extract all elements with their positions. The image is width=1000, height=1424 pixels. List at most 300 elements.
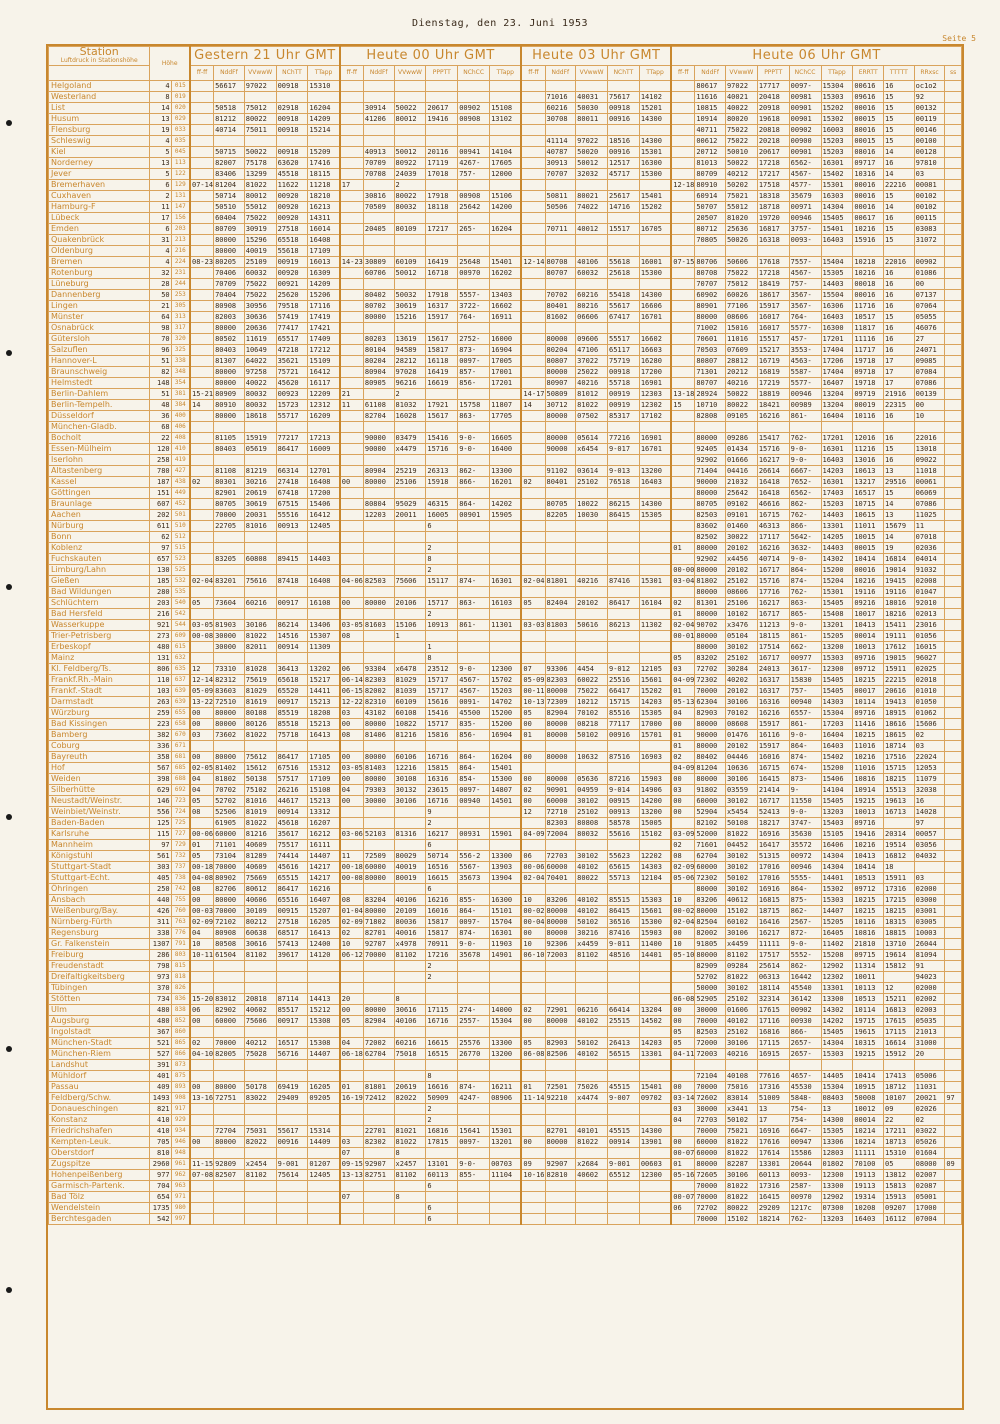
obs-cell (521, 983, 545, 994)
station-height: 97 (150, 840, 171, 851)
station-row (49, 1126, 962, 1137)
obs-cell: 14702 (490, 697, 522, 708)
obs-cell (190, 301, 214, 312)
page-number: Seite 5 (942, 34, 976, 43)
obs-cell: 13300 (490, 466, 522, 477)
obs-cell: 15205 (821, 631, 853, 642)
obs-cell (945, 202, 962, 213)
station-number: 501 (171, 510, 190, 521)
obs-cell: 16442 (789, 972, 821, 983)
obs-cell (945, 92, 962, 103)
obs-cell: 72104 (695, 1071, 726, 1082)
obs-cell (945, 1181, 962, 1192)
obs-cell: 02-05 (192, 764, 214, 772)
obs-cell: 864- (458, 763, 490, 774)
station-row (49, 444, 962, 455)
document-title: Dienstag, den 23. Juni 1953 (411, 18, 589, 29)
obs-cell: 40106 (394, 1016, 426, 1027)
obs-cell: 19314 (853, 1192, 884, 1203)
obs-cell: 15405 (821, 1027, 853, 1038)
obs-cell: 75619 (244, 675, 276, 686)
obs-cell: 10-11 (192, 951, 214, 959)
obs-cell: 60113 (426, 1170, 458, 1181)
obs-cell: 864- (458, 752, 490, 763)
station-number: 381 (171, 389, 190, 400)
obs-cell (276, 609, 308, 620)
obs-cell: 87418 (276, 576, 308, 587)
station-row (49, 719, 962, 730)
obs-cell (308, 972, 340, 983)
station-row (49, 884, 962, 895)
obs-cell (576, 1148, 608, 1159)
obs-cell: 00617 (853, 213, 884, 224)
obs-cell: 18915 (884, 708, 915, 719)
obs-cell: 13300 (490, 1038, 522, 1049)
obs-cell: 82503 (695, 510, 726, 521)
obs-cell: 15617 (426, 411, 458, 422)
obs-cell: 18215 (884, 774, 915, 785)
obs-cell (545, 1148, 576, 1159)
obs-cell: 81022 (244, 631, 276, 642)
obs-cell: 16104 (639, 598, 671, 609)
obs-cell: 05-06 (673, 874, 695, 882)
obs-cell: 864- (789, 565, 821, 576)
obs-cell: 3617- (789, 664, 821, 675)
obs-cell (576, 180, 608, 191)
obs-cell: 60000 (214, 829, 245, 840)
obs-cell: 67516 (276, 763, 308, 774)
station-name: Kassel (49, 477, 150, 488)
obs-cell (521, 169, 545, 180)
obs-cell: 80403 (214, 345, 245, 356)
obs-cell: 16517 (276, 1038, 308, 1049)
station-number: 313 (171, 312, 190, 323)
obs-cell: 13710 (884, 939, 915, 950)
obs-cell: 16901 (639, 433, 671, 444)
obs-cell: 15716 (757, 444, 789, 455)
obs-cell (340, 609, 364, 620)
obs-cell: 04 (340, 785, 364, 796)
obs-cell: 13901 (639, 1137, 671, 1148)
obs-cell: 16216 (757, 411, 789, 422)
obs-cell: 45515 (608, 1082, 640, 1093)
obs-cell (308, 1192, 340, 1203)
obs-cell: 16300 (639, 158, 671, 169)
obs-cell: 82903 (545, 1038, 576, 1049)
obs-cell (363, 279, 394, 290)
obs-cell: 12203 (363, 510, 394, 521)
obs-cell (363, 554, 394, 565)
obs-cell: 75718 (276, 730, 308, 741)
obs-cell (458, 972, 490, 983)
obs-cell: 17102 (639, 411, 671, 422)
obs-cell: 50178 (244, 1082, 276, 1093)
obs-cell (639, 961, 671, 972)
obs-cell: 15212 (308, 1005, 340, 1016)
obs-cell: 80000 (695, 642, 726, 653)
station-number: 542 (171, 609, 190, 620)
obs-cell: 4454 (576, 664, 608, 675)
obs-cell: 05006 (914, 1071, 945, 1082)
obs-cell: 55517 (608, 334, 640, 345)
obs-cell (458, 488, 490, 499)
obs-cell: 80029 (394, 851, 426, 862)
obs-cell: 80205 (214, 257, 245, 268)
station-number: 615 (171, 642, 190, 653)
obs-cell (608, 1104, 640, 1115)
obs-cell: 25617 (608, 191, 640, 202)
station-number: 917 (171, 1104, 190, 1115)
obs-cell: 00916 (608, 730, 640, 741)
obs-cell (490, 521, 522, 532)
obs-cell: 10413 (853, 851, 884, 862)
obs-cell: 80910 (695, 180, 726, 191)
obs-cell (945, 774, 962, 785)
obs-cell (639, 1203, 671, 1214)
obs-cell: 875- (789, 895, 821, 906)
obs-cell: 06-10 (523, 951, 545, 959)
obs-cell: 81102 (244, 950, 276, 961)
obs-cell: 12 (884, 983, 915, 994)
obs-cell: 6 (426, 1203, 458, 1214)
obs-cell: 30000 (695, 1104, 726, 1115)
obs-cell: 81102 (725, 950, 757, 961)
obs-cell: 09102 (725, 499, 757, 510)
obs-cell: 16301 (821, 444, 853, 455)
obs-cell: 15203 (490, 686, 522, 697)
obs-cell: 70702 (214, 785, 245, 796)
obs-cell: 12000 (490, 169, 522, 180)
obs-cell: 81602 (545, 312, 576, 323)
obs-cell: 16209 (308, 411, 340, 422)
station-row (49, 433, 962, 444)
obs-cell: 70000 (695, 1214, 726, 1225)
obs-cell: 80707 (695, 378, 726, 389)
station-row (49, 158, 962, 169)
obs-cell (340, 884, 364, 895)
obs-cell: 16216 (757, 543, 789, 554)
obs-cell: 10102 (725, 609, 757, 620)
obs-cell: 12 (190, 664, 214, 675)
obs-cell: 17616 (757, 1137, 789, 1148)
obs-cell: 00919 (276, 257, 308, 268)
obs-cell (426, 92, 458, 103)
obs-cell: 12302 (639, 400, 671, 411)
obs-cell: 70702 (545, 290, 576, 301)
station-row (49, 708, 962, 719)
obs-cell: 13204 (821, 400, 853, 411)
obs-cell: 70711 (545, 224, 576, 235)
obs-cell: 13200 (490, 1049, 522, 1060)
obs-cell (945, 114, 962, 125)
obs-cell: 92809 (214, 1159, 245, 1170)
obs-cell: 16201 (490, 477, 522, 488)
station-name: Freiburg (49, 950, 150, 961)
obs-cell (639, 235, 671, 246)
obs-cell: 80000 (214, 1082, 245, 1093)
obs-cell: 25642 (458, 202, 490, 213)
obs-cell: 862- (458, 466, 490, 477)
obs-cell (545, 81, 576, 92)
obs-cell: 15301 (821, 180, 853, 191)
obs-cell (363, 741, 394, 752)
obs-cell (695, 1060, 726, 1071)
obs-cell: 16403 (853, 1214, 884, 1225)
station-height: 561 (150, 851, 171, 862)
obs-cell: 13204 (639, 1005, 671, 1016)
obs-cell (190, 136, 214, 147)
obs-cell: 00900 (789, 136, 821, 147)
obs-cell: 35678 (458, 950, 490, 961)
obs-cell: 40101 (576, 1126, 608, 1137)
obs-cell: 80126 (244, 719, 276, 730)
obs-cell: 11717 (853, 345, 884, 356)
obs-cell: 40022 (244, 378, 276, 389)
obs-cell: 861- (789, 411, 821, 422)
obs-cell (545, 983, 576, 994)
obs-cell: 45500 (458, 708, 490, 719)
obs-cell (576, 532, 608, 543)
obs-cell: 60216 (394, 1038, 426, 1049)
obs-cell: 18516 (608, 136, 640, 147)
station-height: 13 (150, 158, 171, 169)
obs-cell: x6454 (576, 444, 608, 455)
obs-cell (394, 246, 426, 257)
obs-cell: 60000 (695, 1137, 726, 1148)
obs-cell: 15813 (884, 1181, 915, 1192)
obs-cell (190, 972, 214, 983)
obs-cell (639, 840, 671, 851)
obs-cell: 16701 (639, 444, 671, 455)
obs-cell: 17218 (757, 268, 789, 279)
obs-cell: 00015 (853, 136, 884, 147)
obs-cell (545, 653, 576, 664)
obs-cell: 00 (671, 796, 695, 807)
obs-cell: 35572 (789, 840, 821, 851)
obs-cell (521, 1115, 545, 1126)
obs-cell: 00918 (276, 147, 308, 158)
obs-cell: 09101 (725, 510, 757, 521)
obs-cell (458, 884, 490, 895)
obs-cell (945, 235, 962, 246)
obs-cell: 82751 (363, 1170, 394, 1181)
station-row (49, 1203, 962, 1214)
obs-cell (363, 1181, 394, 1192)
obs-cell (945, 741, 962, 752)
obs-cell: 00014 (853, 631, 884, 642)
obs-cell: 47106 (576, 345, 608, 356)
obs-cell: 18615 (884, 730, 915, 741)
station-number: 725 (171, 818, 190, 829)
obs-cell: 16816 (426, 1126, 458, 1137)
obs-cell: 87416 (608, 576, 640, 587)
station-number: 512 (171, 532, 190, 543)
obs-cell (671, 290, 695, 301)
station-name: Stötten (49, 994, 150, 1005)
obs-cell: 10315 (853, 1038, 884, 1049)
obs-cell: 5567- (458, 862, 490, 873)
obs-cell: 14516 (276, 631, 308, 642)
station-height: 780 (150, 466, 171, 477)
station-number: 045 (171, 147, 190, 158)
obs-cell: 00913 (608, 807, 640, 818)
obs-cell: 15 (671, 400, 695, 411)
obs-cell: 81619 (244, 697, 276, 708)
obs-cell: 72510 (214, 697, 245, 708)
obs-cell: 00901 (458, 510, 490, 521)
obs-cell: 16301 (490, 928, 522, 939)
obs-cell: 80000 (214, 411, 245, 422)
station-number: 203 (171, 224, 190, 235)
obs-cell: 15701 (639, 730, 671, 741)
obs-cell: 80502 (214, 334, 245, 345)
obs-cell: 40021 (725, 92, 757, 103)
obs-cell: 00915 (276, 906, 308, 917)
station-number: 860 (171, 1027, 190, 1038)
obs-cell: 23016 (914, 620, 945, 631)
obs-cell: 04-06 (341, 577, 363, 585)
obs-cell: 81803 (545, 620, 576, 631)
station-name: Braunlage (49, 499, 150, 510)
obs-cell: 72000 (695, 1038, 726, 1049)
obs-cell: 762- (789, 587, 821, 598)
obs-cell: 00-06 (523, 863, 545, 871)
station-height: 21 (150, 301, 171, 312)
obs-cell: 03-05 (341, 764, 363, 772)
obs-cell (458, 554, 490, 565)
station-height: 977 (150, 1170, 171, 1181)
station-height: 28 (150, 279, 171, 290)
obs-cell: 15 (884, 191, 915, 202)
obs-cell: 81102 (394, 1170, 426, 1181)
obs-cell: x5454 (725, 807, 757, 818)
obs-cell (789, 422, 821, 433)
obs-cell: 14300 (639, 499, 671, 510)
station-name: Düsseldorf (49, 411, 150, 422)
obs-cell (945, 378, 962, 389)
station-height: 148 (150, 378, 171, 389)
obs-cell: 80036 (394, 917, 426, 928)
obs-cell (340, 356, 364, 367)
obs-cell: 72501 (545, 1082, 576, 1093)
station-height: 4 (150, 81, 171, 92)
obs-cell: 15207 (308, 906, 340, 917)
obs-cell (639, 741, 671, 752)
obs-cell: 16408 (308, 477, 340, 488)
obs-cell: 18210 (308, 191, 340, 202)
obs-cell: 80904 (363, 367, 394, 378)
station-height: 398 (150, 774, 171, 785)
obs-cell: 60022 (576, 675, 608, 686)
obs-cell: 14311 (308, 213, 340, 224)
station-height: 311 (150, 917, 171, 928)
station-name: Feldberg/Schw. (49, 1093, 150, 1104)
obs-cell: 31072 (914, 235, 945, 246)
obs-cell: 15301 (821, 587, 853, 598)
obs-cell (394, 81, 426, 92)
obs-cell: 17115 (426, 1005, 458, 1016)
obs-cell: 01-04 (341, 907, 363, 915)
obs-cell: 15403 (821, 818, 853, 829)
obs-cell: 15717 (426, 686, 458, 697)
obs-cell: 55617 (276, 1126, 308, 1137)
obs-cell (190, 367, 214, 378)
obs-cell: 12-18 (673, 181, 695, 189)
obs-cell: 17119 (426, 158, 458, 169)
obs-cell (521, 334, 545, 345)
obs-cell (671, 1071, 695, 1082)
obs-cell: 2587- (789, 1181, 821, 1192)
station-height: 6 (150, 180, 171, 191)
obs-cell: 15310 (308, 81, 340, 92)
station-number: 325 (171, 345, 190, 356)
obs-cell: 00940 (789, 697, 821, 708)
obs-cell: 15209 (308, 147, 340, 158)
station-number: 515 (171, 543, 190, 554)
obs-cell: 12803 (821, 1148, 853, 1159)
obs-cell: 18714 (884, 741, 915, 752)
obs-cell: 19514 (884, 840, 915, 851)
obs-cell: 20616 (884, 686, 915, 697)
obs-cell (671, 477, 695, 488)
obs-cell (190, 169, 214, 180)
obs-cell: 04-08 (192, 874, 214, 882)
obs-cell: 00981 (789, 92, 821, 103)
obs-cell: 86215 (608, 499, 640, 510)
obs-cell: 16 (884, 213, 915, 224)
obs-cell: 04014 (914, 554, 945, 565)
obs-cell: 754- (789, 1104, 821, 1115)
obs-cell: 13-16 (192, 1094, 214, 1102)
obs-cell: 10214 (853, 1137, 884, 1148)
table-header (49, 47, 962, 81)
punch-hole (6, 1046, 12, 1052)
obs-cell: 80902 (214, 873, 245, 884)
obs-cell: 14200 (490, 202, 522, 213)
obs-cell: 00940 (458, 796, 490, 807)
obs-cell: 02-09 (192, 918, 214, 926)
obs-cell: 81216 (244, 829, 276, 840)
station-name: Rotenburg (49, 268, 150, 279)
obs-cell (490, 961, 522, 972)
obs-cell (244, 1192, 276, 1203)
obs-cell: 19113 (853, 1181, 884, 1192)
obs-cell (545, 1071, 576, 1082)
obs-cell (426, 631, 458, 642)
station-height: 64 (150, 312, 171, 323)
obs-cell: 15200 (821, 565, 853, 576)
obs-cell (545, 642, 576, 653)
obs-cell: 83406 (214, 169, 245, 180)
obs-cell: 77616 (757, 1071, 789, 1082)
station-row (49, 1082, 962, 1093)
obs-cell: 02 (521, 477, 545, 488)
obs-cell: 80707 (545, 268, 576, 279)
obs-cell: 15617 (426, 334, 458, 345)
obs-cell: 03-04 (673, 577, 695, 585)
obs-cell: 5577- (789, 323, 821, 334)
obs-cell: 08 (671, 851, 695, 862)
station-row (49, 631, 962, 642)
obs-cell (190, 191, 214, 202)
station-height: 13 (150, 114, 171, 125)
obs-cell (945, 708, 962, 719)
obs-cell: 00917 (276, 1016, 308, 1027)
obs-cell: 2567- (789, 917, 821, 928)
obs-cell: 26313 (426, 466, 458, 477)
obs-cell: 05 (884, 1159, 915, 1170)
obs-cell: 16413 (308, 928, 340, 939)
